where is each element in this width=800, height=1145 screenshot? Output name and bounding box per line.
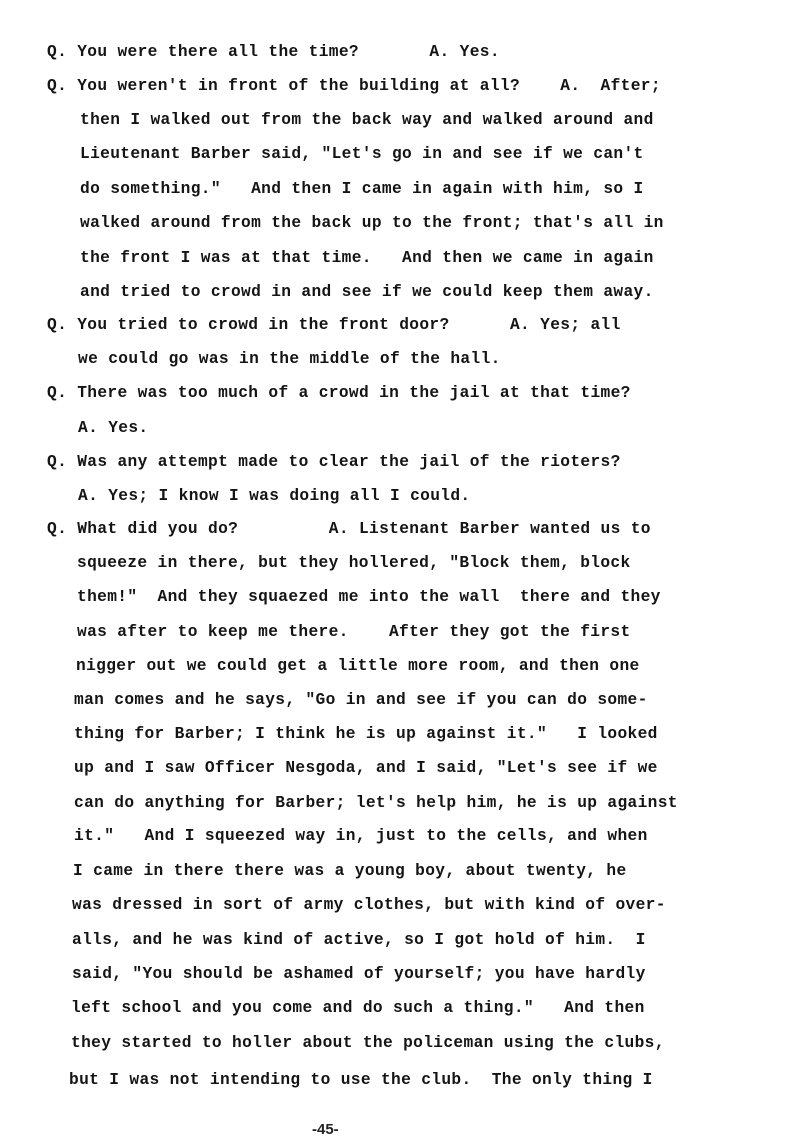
transcript-line: Q. What did you do? A. Listenant Barber wanted us to (47, 520, 651, 538)
transcript-line: alls, and he was kind of active, so I got hold of him. I (72, 931, 646, 949)
transcript-line: it." And I squeezed way in, just to the cells, and when (74, 827, 648, 845)
transcript-line: Lieutenant Barber said, "Let's go in and see if we can't (80, 145, 644, 163)
transcript-line: Q. You were there all the time? A. Yes. (47, 43, 500, 61)
transcript-line: Q. You weren't in front of the building at all? A. After; (47, 77, 661, 95)
transcript-line: thing for Barber; I think he is up against it." I looked (74, 725, 658, 743)
transcript-line: the front I was at that time. And then we came in again (80, 249, 654, 267)
transcript-line: I came in there there was a young boy, about twenty, he (73, 862, 627, 880)
transcript-line: Q. You tried to crowd in the front door? A. Yes; all (47, 316, 621, 334)
transcript-line: then I walked out from the back way and walked around and (80, 111, 654, 129)
transcript-line: we could go was in the middle of the hall. (78, 350, 501, 368)
transcript-line: Q. Was any attempt made to clear the jail of the rioters? (47, 453, 621, 471)
transcript-line: A. Yes; I know I was doing all I could. (78, 487, 471, 505)
transcript-line: do something." And then I came in again with him, so I (80, 180, 644, 198)
transcript-line: squeeze in there, but they hollered, "Block them, block (77, 554, 631, 572)
transcript-line: A. Yes. (78, 419, 149, 437)
page-number: -45- (312, 1121, 339, 1138)
transcript-line: and tried to crowd in and see if we could keep them away. (80, 283, 654, 301)
transcript-line: them!" And they squaezed me into the wall there and they (77, 588, 661, 606)
transcript-line: walked around from the back up to the front; that's all in (80, 214, 664, 232)
transcript-line: they started to holler about the policeman using the clubs, (71, 1034, 665, 1052)
transcript-line: was after to keep me there. After they got the first (77, 623, 631, 641)
transcript-line: said, "You should be ashamed of yourself; you have hardly (72, 965, 646, 983)
transcript-line: was dressed in sort of army clothes, but with kind of over- (72, 896, 666, 914)
transcript-line: left school and you come and do such a thing." And then (71, 999, 645, 1017)
transcript-line: Q. There was too much of a crowd in the jail at that time? (47, 384, 631, 402)
transcript-line: but I was not intending to use the club. The only thing I (69, 1071, 653, 1089)
transcript-line: up and I saw Officer Nesgoda, and I said, "Let's see if we (74, 759, 658, 777)
transcript-line: can do anything for Barber; let's help him, he is up against (74, 794, 678, 812)
transcript-line: nigger out we could get a little more room, and then one (76, 657, 640, 675)
transcript-line: man comes and he says, "Go in and see if you can do some- (74, 691, 648, 709)
